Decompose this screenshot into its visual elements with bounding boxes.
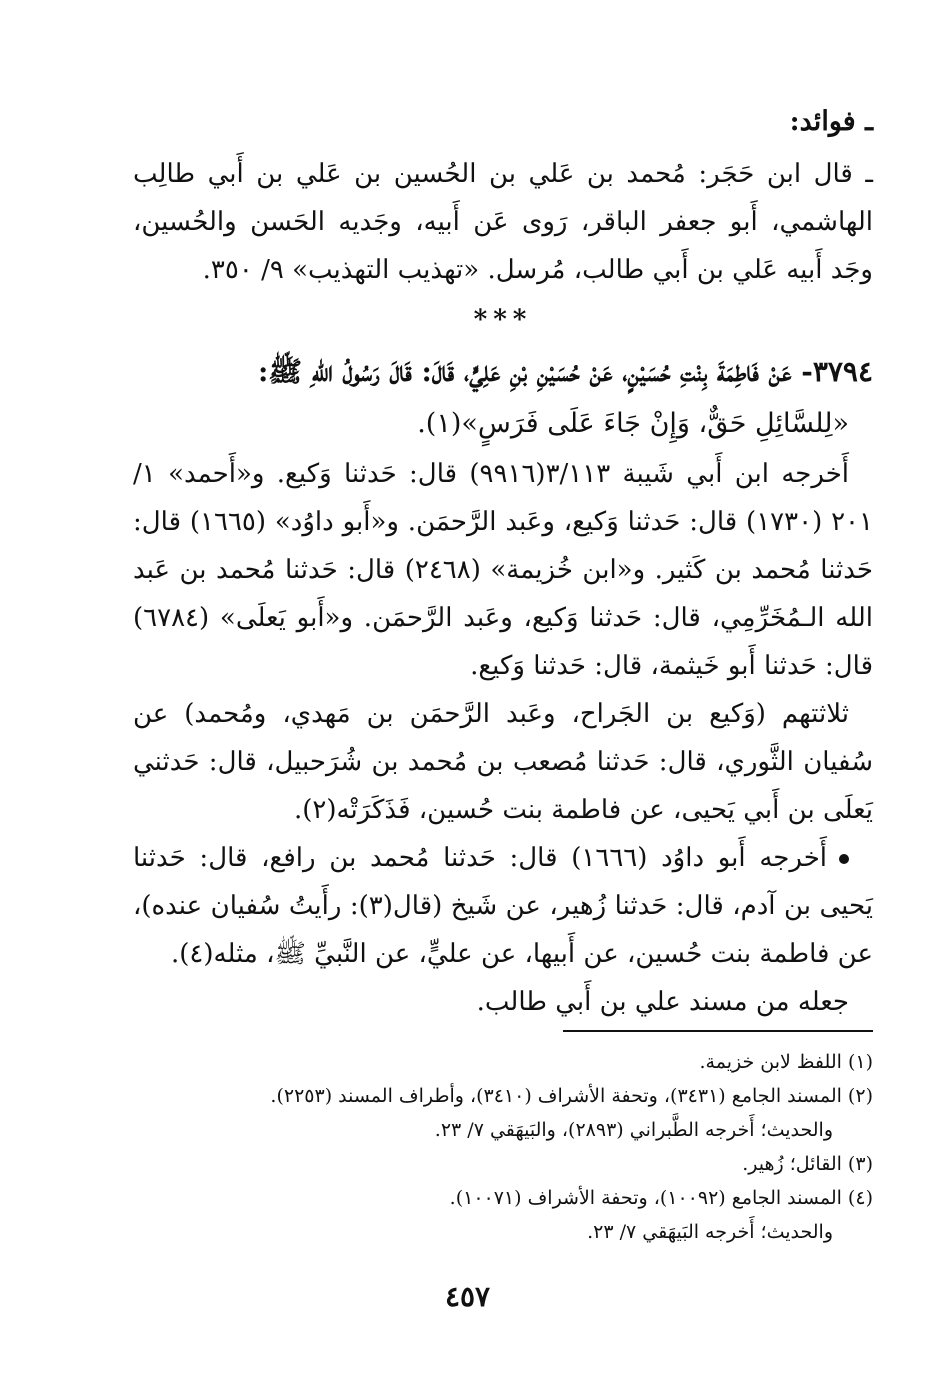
footnote-line: (٤) المسند الجامع (١٠٠٩٢)، وتحفة الأشراف (١٠٠٧١). xyxy=(449,1187,873,1209)
takhrij-paragraph-1: أَخرجه ابن أَبي شَيبة ٣/١١٣(٩٩١٦) قال: حَدثنا وَكيع. و«أَحمد» ١/ ٢٠١ (١٧٣٠) قال: حَدثنا وَكيع، وعَبد الرَّحمَن. و«أَبو داوُد» (١٦٦٥) قال: حَدثنا مُحمد بن كَثير. و«ابن خُزيمة» (٢٤٦٨) قال: حَدثنا مُحمد بن عَبد الله الـمُخَرِّمِي، قال: حَدثنا وَكيع، وعَبد الرَّحمَن. و«أَبو يَعلَى» (٦٧٨٤) قال: حَدثنا أَبو خَيثمة، قال: حَدثنا وَكيع. xyxy=(133,459,873,681)
footnote-line: (٣) القائل؛ زُهير. xyxy=(742,1153,873,1175)
page-body xyxy=(133,100,873,1026)
fawaid-text: ـ قال ابن حَجَر: مُحمد بن عَلي بن الحُسين بن عَلي بن أَبي طالِب الهاشمي، أَبو جعفر الباقر، رَوى عَن أَبيه، وجَديه الحَسن والحُسين، وجَد أَبيه عَلي بن أَبي طالب، مُرسل. «تهذيب التهذيب» ٩/ ٣٥٠. xyxy=(133,159,873,285)
hadith-heading: ٣٧٩٤- عَنْ فَاطِمَةَ بِنْتِ حُسَيْنٍ، عَنْ حُسَيْنِ بْنِ عَلِيٍّ، قَالَ: قَالَ رَسُولُ اللهِ ﷺ: xyxy=(257,355,873,388)
footnotes xyxy=(133,1045,873,1249)
footnote-line: والحديث؛ أَخرجه الطَّبراني (٢٨٩٣)، والبَيهَقي ٧/ ٢٣. xyxy=(434,1119,833,1141)
takhrij-paragraph-3 xyxy=(133,834,873,978)
takhrij-paragraph-2: ثلاثتهم (وَكيع بن الجَراح، وعَبد الرَّحمَن بن مَهدي، ومُحمد) عن سُفيان الثَّوري، قال: حَدثنا مُصعب بن مُحمد بن شُرَحبيل، قال: حَدثني يَعلَى بن أَبي يَحيى، عن فاطمة بنت حُسين، فَذَكَرَتْه(٢). xyxy=(133,699,873,825)
hadith-text: «لِلسَّائِلِ حَقٌّ، وَإِنْ جَاءَ عَلَى فَرَسٍ»(١). xyxy=(417,408,849,439)
takhrij-paragraph-3-text: أَخرجه أَبو داوُد (١٦٦٦) قال: حَدثنا مُحمد بن رافع، قال: حَدثنا يَحيى بن آدم، قال: حَدثنا زُهير، عن شَيخ (قال(٣): رأَيتُ سُفيان عنده)، عن فاطمة بنت حُسين، عن أَبيها، عن عليٍّ، عن النَّبيِّ ﷺ، مثله(٤). xyxy=(133,843,873,969)
fawaid-heading: ـ فوائد: xyxy=(789,106,873,137)
section-separator: *** xyxy=(473,305,533,335)
footnote-divider xyxy=(563,1030,873,1032)
footnote-line: والحديث؛ أَخرجه البَيهَقي ٧/ ٢٣. xyxy=(587,1221,833,1243)
footnote-line: (٢) المسند الجامع (٣٤٣١)، وتحفة الأشراف (٣٤١٠)، وأطراف المسند (٢٢٥٣). xyxy=(270,1085,873,1107)
footnote-line: (١) اللفظ لابن خزيمة. xyxy=(699,1051,873,1073)
bullet-icon xyxy=(839,854,849,864)
takhrij-paragraph-4: جعله من مسند علي بن أَبي طالب. xyxy=(476,987,849,1017)
page-number: ٤٥٧ xyxy=(444,1280,491,1313)
